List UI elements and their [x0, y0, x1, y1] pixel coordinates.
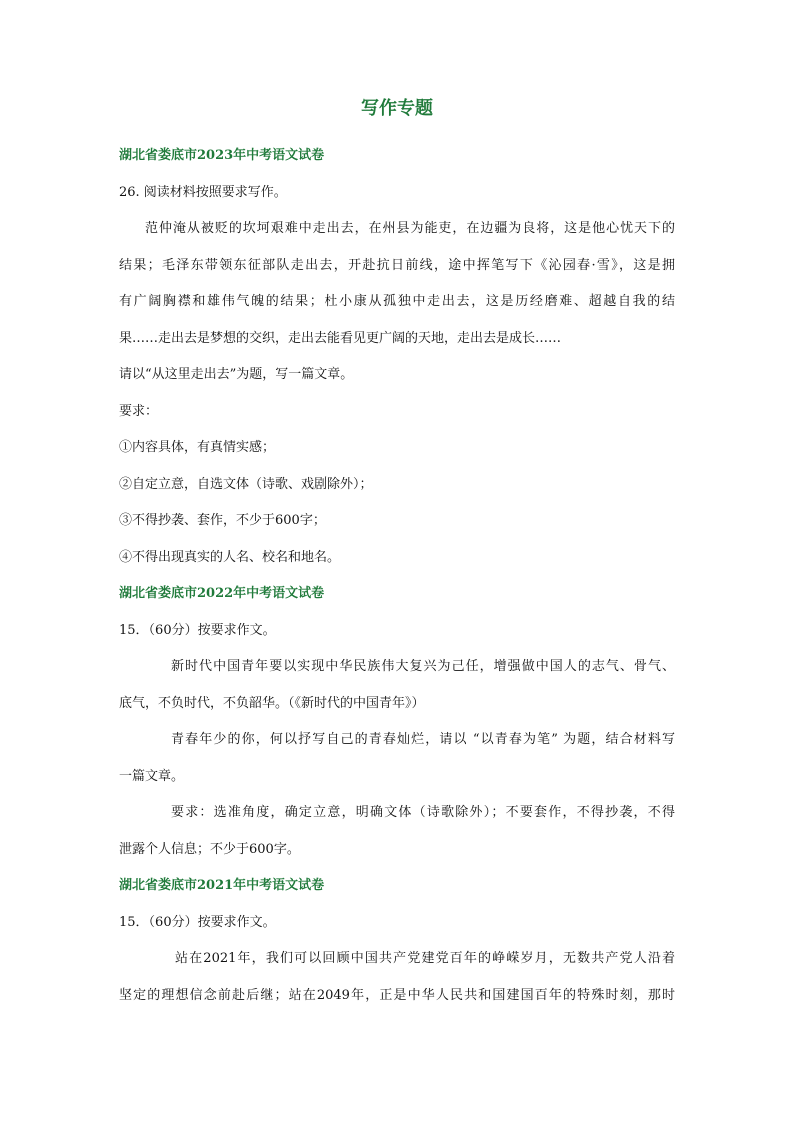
section-source: 湖北省娄底市2022年中考语文试卷	[119, 586, 325, 601]
section-source: 湖北省娄底市2023年中考语文试卷	[119, 148, 325, 163]
question-number: 26. 阅读材料按照要求写作。	[119, 184, 287, 200]
paragraph-line: 青春年少的你，何以抒写自己的青春灿烂，请以 “以青春为笔” 为题，结合材料写	[171, 732, 675, 747]
writing-prompt: 请以“从这里走出去”为题，写一篇文章。	[119, 367, 354, 382]
paragraph-line: 底气，不负时代，不负韶华。（《新时代的中国青年》）	[119, 695, 425, 711]
paragraph-line: 一篇文章。	[119, 768, 185, 784]
question-number: 15．（60分）按要求作文。	[119, 622, 276, 638]
requirements-label: 要求：	[119, 403, 159, 419]
paragraph-line: 站在2021年，我们可以回顾中国共产党建党百年的峥嵘岁月，无数共产党人沿着	[175, 951, 675, 966]
requirement-item: ②自定立意，自选文体（诗歌、戏剧除外）；	[119, 476, 373, 492]
page-title: 写作专题	[361, 98, 433, 119]
paragraph-line: 新时代中国青年要以实现中华民族伟大复兴为己任，增强做中国人的志气、骨气、	[171, 659, 675, 674]
document-body	[119, 138, 675, 1014]
question-number: 15．（60分）按要求作文。	[119, 914, 276, 930]
paragraph-line: 坚定的理想信念前赴后继；站在2049年，正是中华人民共和国建国百年的特殊时刻，那时	[119, 987, 675, 1003]
section-source: 湖北省娄底市2021年中考语文试卷	[119, 878, 325, 893]
requirement-item: ①内容具体，有真情实感；	[119, 440, 276, 455]
material-line: 有广阔胸襟和雄伟气魄的结果；杜小康从孤独中走出去，这是历经磨难、超越自我的结	[119, 294, 675, 309]
material-line: 果……走出去是梦想的交织，走出去能看见更广阔的天地，走出去是成长……	[119, 330, 562, 346]
material-line: 范仲淹从被贬的坎坷艰难中走出去，在州县为能吏，在边疆为良将，这是他心忧天下的	[145, 221, 675, 236]
requirement-item: ④不得出现真实的人名、校名和地名。	[119, 549, 341, 565]
material-line: 结果；毛泽东带领东征部队走出去，开赴抗日前线，途中挥笔写下《沁园春·雪》，这是拥	[119, 257, 675, 273]
requirement-item: ③不得抄袭、套作，不少于600字；	[119, 513, 326, 528]
paragraph-line: 泄露个人信息；不少于600字。	[119, 841, 300, 857]
paragraph-line: 要求：选准角度，确定立意，明确文体（诗歌除外）；不要套作，不得抄袭，不得	[171, 805, 675, 820]
